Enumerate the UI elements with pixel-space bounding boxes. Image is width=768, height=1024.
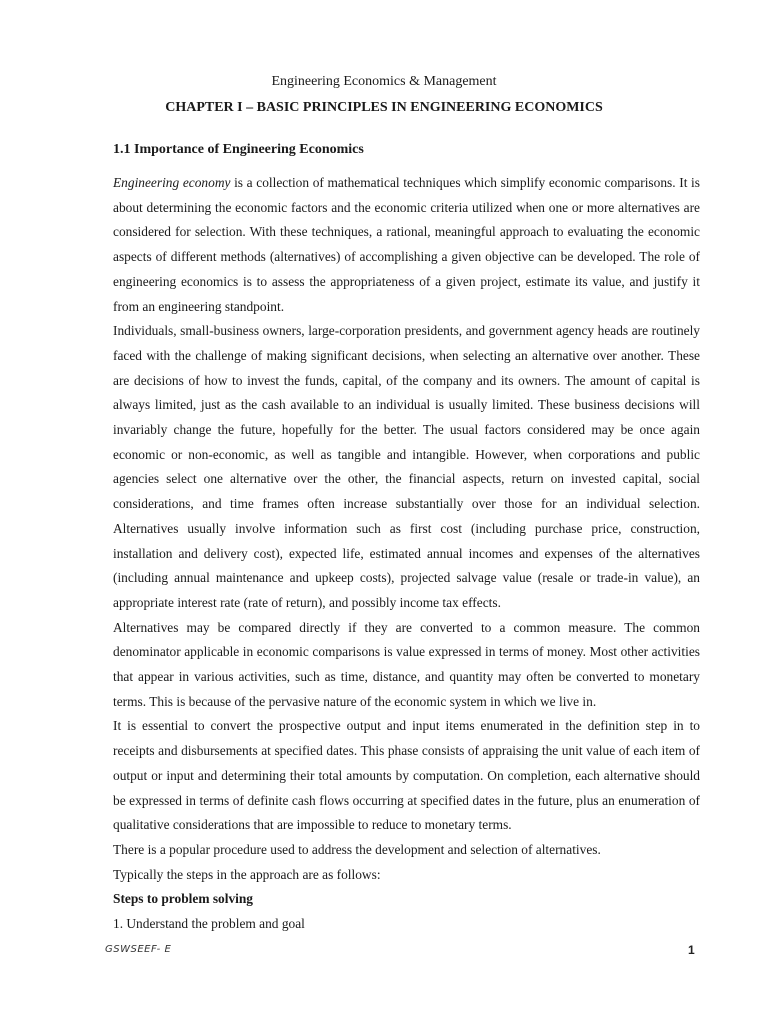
body-text	[113, 171, 700, 937]
steps-heading: Steps to problem solving	[113, 891, 253, 907]
paragraph-1-term: Engineering economy	[113, 175, 231, 190]
paragraph-6: Typically the steps in the approach are as follows:	[113, 866, 381, 882]
chapter-title: CHAPTER I – BASIC PRINCIPLES IN ENGINEERING ECONOMICS	[165, 100, 603, 115]
footer-label: GSWSEEF- E	[105, 944, 172, 955]
page-number: 1	[688, 943, 695, 957]
paragraph-1	[113, 171, 700, 319]
paragraph-4: It is essential to convert the prospective output and input items enumerated in the definition step in to receipts and disbursements at specified dates. This phase consists of appraising the unit value of each item of output or input and determining their total amounts by computation. On completion, each alternative should be expressed in terms of definite cash flows occurring at specified dates in the future, plus an enumeration of qualitative considerations that are impossible to reduce to monetary terms.	[113, 718, 700, 833]
paragraph-1-text: is a collection of mathematical techniques which simplify economic comparisons. It is about determining the economic factors and the economic criteria utilized when one or more alternatives are considered for selection. With these techniques, a rational, meaningful approach to evaluating the economic aspects of different methods (alternatives) of accomplishing a given objective can be developed. The role of engineering economics is to assess the appropriateness of a given project, estimate its value, and justify it from an engineering standpoint.	[113, 175, 700, 314]
paragraph-2: Individuals, small-business owners, large-corporation presidents, and government agency heads are routinely faced with the challenge of making significant decisions, when selecting an alternative over another. These are decisions of how to invest the funds, capital, of the company and its owners. The amount of capital is always limited, just as the cash available to an individual is usually limited. These business decisions will invariably change the future, hopefully for the better. The usual factors considered may be once again economic or non-economic, as well as tangible and intangible. However, when corporations and public agencies select one alternative over the other, the financial aspects, return on invested capital, social considerations, and time frames often increase substantially over those for an individual selection. Alternatives usually involve information such as first cost (including purchase price, construction, installation and delivery cost), expected life, estimated annual incomes and expenses of the alternatives (including annual maintenance and upkeep costs), projected salvage value (resale or trade-in value), an appropriate interest rate (rate of return), and possibly income tax effects.	[113, 323, 700, 610]
section-heading: 1.1 Importance of Engineering Economics	[113, 142, 364, 157]
paragraph-3: Alternatives may be compared directly if they are converted to a common measure. The common denominator applicable in economic comparisons is value expressed in terms of money. Most other activities that appear in various activities, such as time, distance, and quantity may often be converted to monetary terms. This is because of the pervasive nature of the economic system in which we live in.	[113, 619, 700, 709]
step-item-1: 1. Understand the problem and goal	[113, 916, 305, 932]
document-header-title: Engineering Economics & Management	[271, 74, 497, 89]
paragraph-5: There is a popular procedure used to address the development and selection of alternatives.	[113, 841, 601, 857]
